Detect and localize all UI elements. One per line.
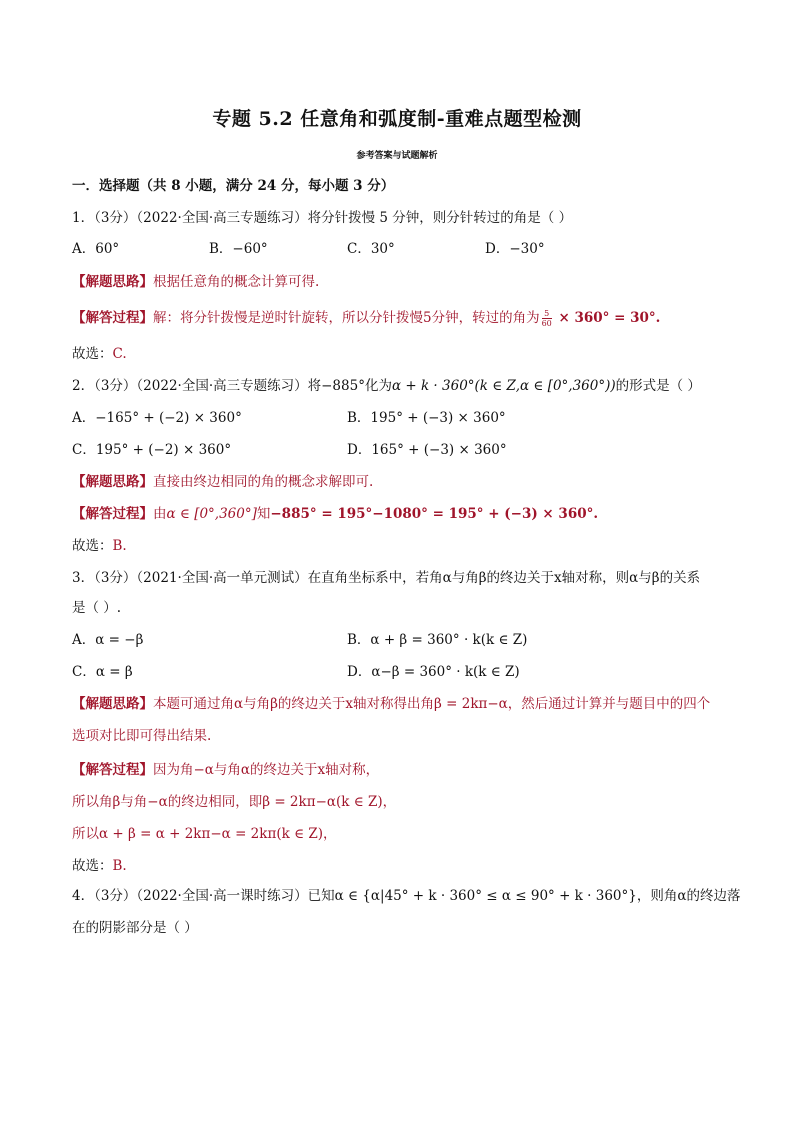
q2-option-d: D．165° + (−3) × 360° [347, 442, 507, 458]
q1-idea-tag: 【解题思路】 [72, 274, 153, 290]
q2-proc-math: α ∈ [0°,360°] [166, 506, 257, 522]
q3-option-c: C．α = β [72, 664, 133, 680]
q3-stem-line1: 3．（3分）（2021·全国·高一单元测试）在直角坐标系中，若角α与角β的终边关于x轴对称，则α与β的关系 [72, 570, 701, 586]
q3-answer-label: 故选： [72, 858, 113, 874]
page-title: 专题 5.2 任意角和弧度制-重难点题型检测 [212, 108, 582, 130]
q1-option-a: A．60° [72, 241, 120, 257]
q2-answer [72, 536, 127, 556]
q2-answer-label: 故选： [72, 538, 113, 554]
q2-option-b: B．195° + (−3) × 360° [347, 410, 506, 426]
q1-proc-tag: 【解答过程】 [72, 310, 153, 326]
q3-process-line2: 所以角β与角−α的终边相同，即β = 2kπ−α(k ∈ Z)， [72, 794, 397, 810]
q3-proc-text1: 因为角−α与角α的终边关于x轴对称， [153, 762, 380, 778]
q2-proc-b: 知 [256, 506, 271, 522]
q1-frac-num: 5 [542, 309, 552, 319]
q2-proc-tag: 【解答过程】 [72, 506, 153, 522]
q1-option-d: D．−30° [485, 241, 545, 257]
q1-option-c: C．30° [347, 241, 395, 257]
q4-stem-line2: 在的阴影部分是（ ） [72, 920, 198, 936]
q2-idea [72, 472, 373, 492]
q2-option-c: C．195° + (−2) × 360° [72, 442, 232, 458]
q3-option-b: B．α + β = 360° · k(k ∈ Z) [347, 632, 528, 648]
q1-proc-tail: × 360° = 30°. [553, 310, 661, 326]
q2-idea-text: 直接由终边相同的角的概念求解即可. [153, 474, 374, 490]
q1-answer-label: 故选： [72, 346, 113, 362]
q2-proc-a: 由 [153, 506, 167, 522]
q1-proc-text: 解：将分针拨慢是逆时针旋转，所以分针拨慢5分钟，转过的角为 [153, 310, 540, 326]
q1-answer [72, 344, 127, 364]
q3-idea-line2: 选项对比即可得出结果. [72, 728, 212, 744]
q2-proc-c: −885° = 195°−1080° = 195° + (−3) × 360°. [270, 506, 599, 522]
q2-idea-tag: 【解题思路】 [72, 474, 153, 490]
q2-stem [72, 376, 701, 396]
q3-idea-line1 [72, 694, 710, 714]
q1-process [72, 308, 660, 328]
q3-answer-value: B. [112, 858, 127, 874]
q3-idea-text1: 本题可通过角α与角β的终边关于x轴对称得出角β = 2kπ−α，然后通过计算并与题目中的四个 [153, 696, 711, 712]
q4-stem-line1: 4．（3分）（2022·全国·高一课时练习）已知α ∈ {α|45° + k · 360° ≤ α ≤ 90° + k · 360°}，则角α的终边落 [72, 888, 741, 904]
q3-idea-tag: 【解题思路】 [72, 696, 153, 712]
q3-process-line1 [72, 760, 379, 780]
q2-stem-b: 的形式是（ ） [615, 378, 701, 394]
q3-option-d: D．α−β = 360° · k(k ∈ Z) [347, 664, 520, 680]
q2-option-a: A．−165° + (−2) × 360° [72, 410, 242, 426]
q3-proc-tag: 【解答过程】 [72, 762, 153, 778]
q2-stem-math: α + k · 360°(k ∈ Z,α ∈ [0°,360°)) [391, 378, 616, 394]
q3-stem-line2: 是（ ）. [72, 600, 122, 616]
q1-fraction [542, 309, 552, 328]
page-subtitle: 参考答案与试题解析 [356, 151, 438, 161]
q3-answer [72, 856, 127, 876]
q3-process-line3: 所以α + β = α + 2kπ−α = 2kπ(k ∈ Z)， [72, 826, 337, 842]
q3-option-a: A．α = −β [72, 632, 144, 648]
q1-answer-value: C. [112, 346, 127, 362]
q1-option-b: B．−60° [209, 241, 268, 257]
q2-process [72, 504, 598, 524]
q1-idea [72, 272, 319, 292]
q1-idea-text: 根据任意角的概念计算可得. [153, 274, 320, 290]
q2-stem-a: 2．（3分）（2022·全国·高三专题练习）将−885°化为 [72, 378, 392, 394]
q1-frac-den: 60 [541, 319, 552, 328]
q2-answer-value: B. [112, 538, 127, 554]
section-heading: 一．选择题（共 8 小题，满分 24 分，每小题 3 分） [72, 178, 395, 194]
q1-stem: 1．（3分）（2022·全国·高三专题练习）将分针拨慢 5 分钟，则分针转过的角是（ ） [72, 210, 573, 226]
